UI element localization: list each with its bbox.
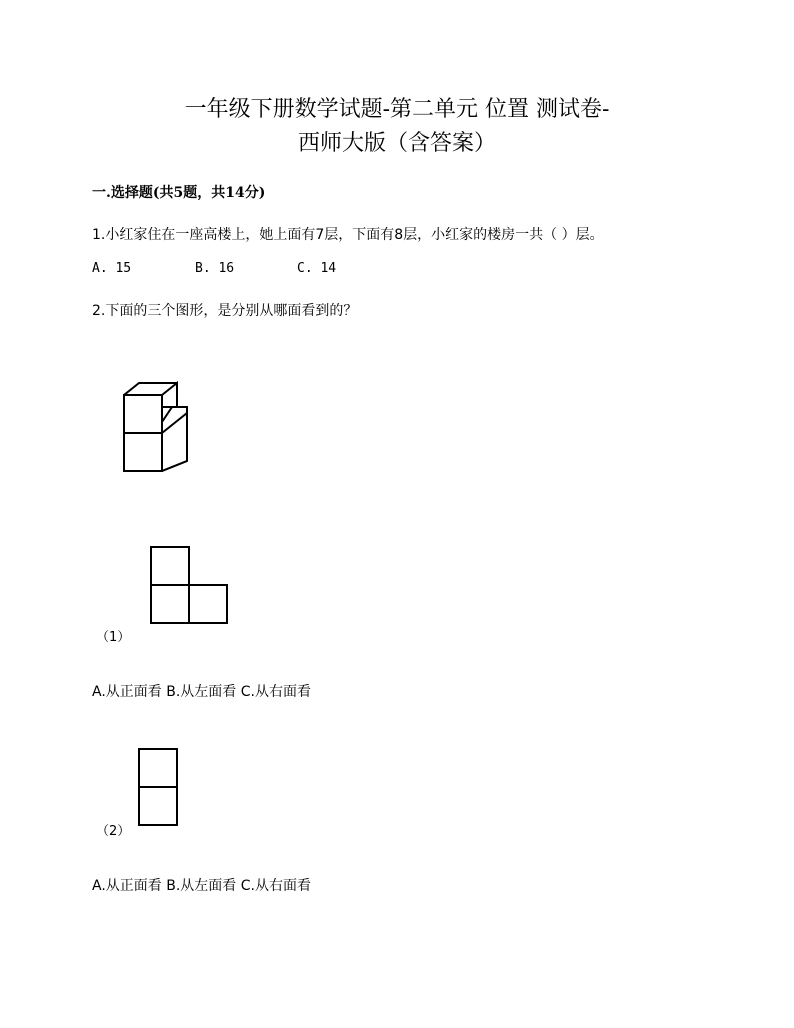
sub-question-1-options: A.从正面看 B.从左面看 C.从右面看 <box>92 684 311 700</box>
question-1-option-c: C. 14 <box>297 261 337 276</box>
view-figure-1 <box>150 546 230 624</box>
sub-question-2-label: （2） <box>96 824 131 839</box>
section-heading: 一.选择题(共5题，共14分) <box>92 185 266 201</box>
sub-question-1-label: （1） <box>96 630 131 645</box>
view-figure-2 <box>138 748 180 826</box>
sub-question-2-options: A.从正面看 B.从左面看 C.从右面看 <box>92 878 311 894</box>
question-1-option-a: A. 15 <box>92 261 132 276</box>
cube-stack-figure <box>115 375 205 480</box>
page-title-line2: 西师大版（含答案） <box>297 131 496 156</box>
question-1-option-b: B. 16 <box>195 261 235 276</box>
page-title-line1: 一年级下册数学试题-第二单元 位置 测试卷- <box>184 97 610 122</box>
question-2-text: 2.下面的三个图形，是分别从哪面看到的？ <box>92 303 358 319</box>
question-1-text: 1.小红家住在一座高楼上，她上面有7层，下面有8层，小红家的楼房一共（ ）层。 <box>92 227 604 243</box>
